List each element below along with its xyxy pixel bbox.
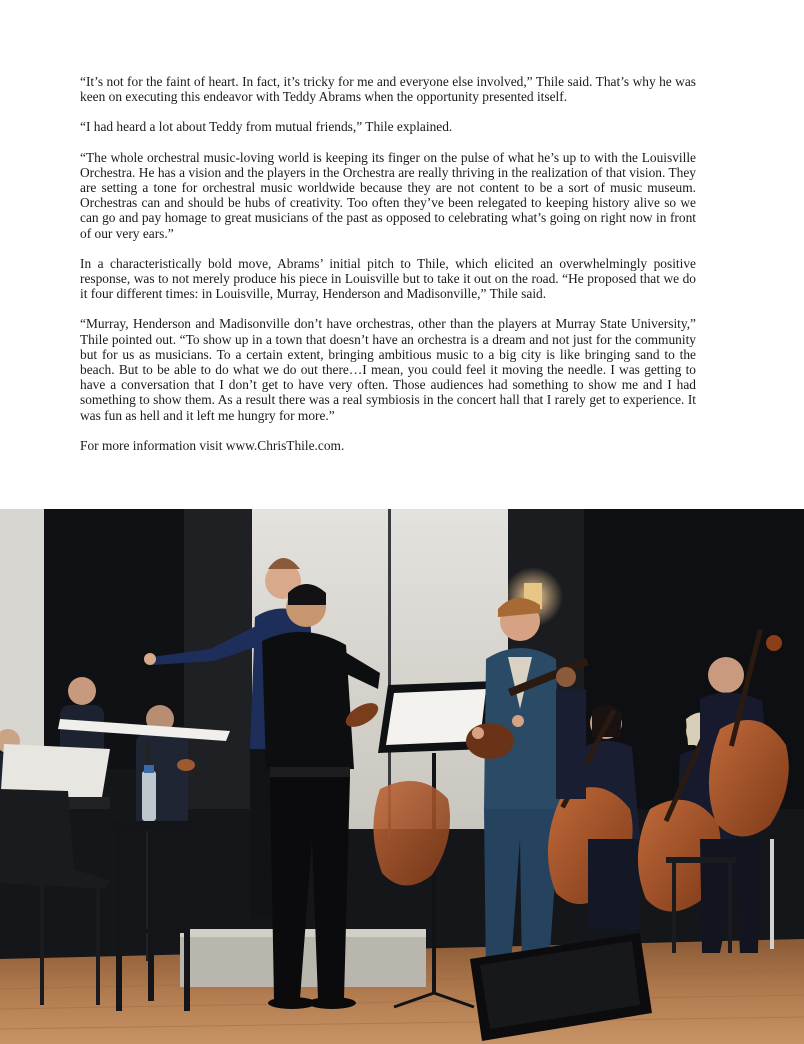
article-paragraph: In a characteristically bold move, Abrams’ initial pitch to Thile, which elicited an overwhelmingly positive response, was to not merely produce his piece in Louisville but to take it out on the road. “He proposed that we do it four different times: in Louisville, Murray, Henderson and Madisonville,” Thile said. [80, 255, 696, 302]
article-paragraph: “I had heard a lot about Teddy from mutual friends,” Thile explained. [80, 119, 453, 135]
article-body [80, 74, 696, 468]
concert-photo-illustration [0, 509, 804, 1044]
article-paragraph: “It’s not for the faint of heart. In fact, it’s tricky for me and everyone else involved,” Thile said. That’s why he was keen on executing this endeavor with Teddy Abrams when the opportunity presented itself. [80, 74, 696, 105]
article-paragraph: For more information visit www.ChrisThile.com. [80, 437, 345, 453]
concert-photo [0, 509, 804, 1044]
article-paragraph: “Murray, Henderson and Madisonville don’t have orchestras, other than the players at Murray State University,” Thile pointed out. “To show up in a town that doesn’t have an orchestra is a dream and not just for the community but for us as musicians. To a certain extent, bringing ambitious music to a big city is like bringing sand to the beach. But to be able to do what we do out there…I mean, you could feel it moving the needle. I was getting to have a conversation that I don’t get to have very often. Those audiences had something to show me and I had something to show them. As a result there was a real symbiosis in the concert hall that I rarely get to experience. It was fun as hell and it left me hungry for more.” [80, 316, 696, 423]
article-paragraph: “The whole orchestral music-loving world is keeping its finger on the pulse of what he’s up to with the Louisville Orchestra. He has a vision and the players in the Orchestra are really thriving in the realization of that vision. They are setting a tone for orchestral music worldwide because they are not content to be a sort of music museum. Orchestras can and should be hubs of creativity. Too often they’ve been relegated to keeping history alive so we can go and pay homage to great musicians of the past as opposed to celebrating what’s going on right now in front of our very ears.” [80, 149, 696, 241]
left-wall-panel [0, 509, 44, 749]
